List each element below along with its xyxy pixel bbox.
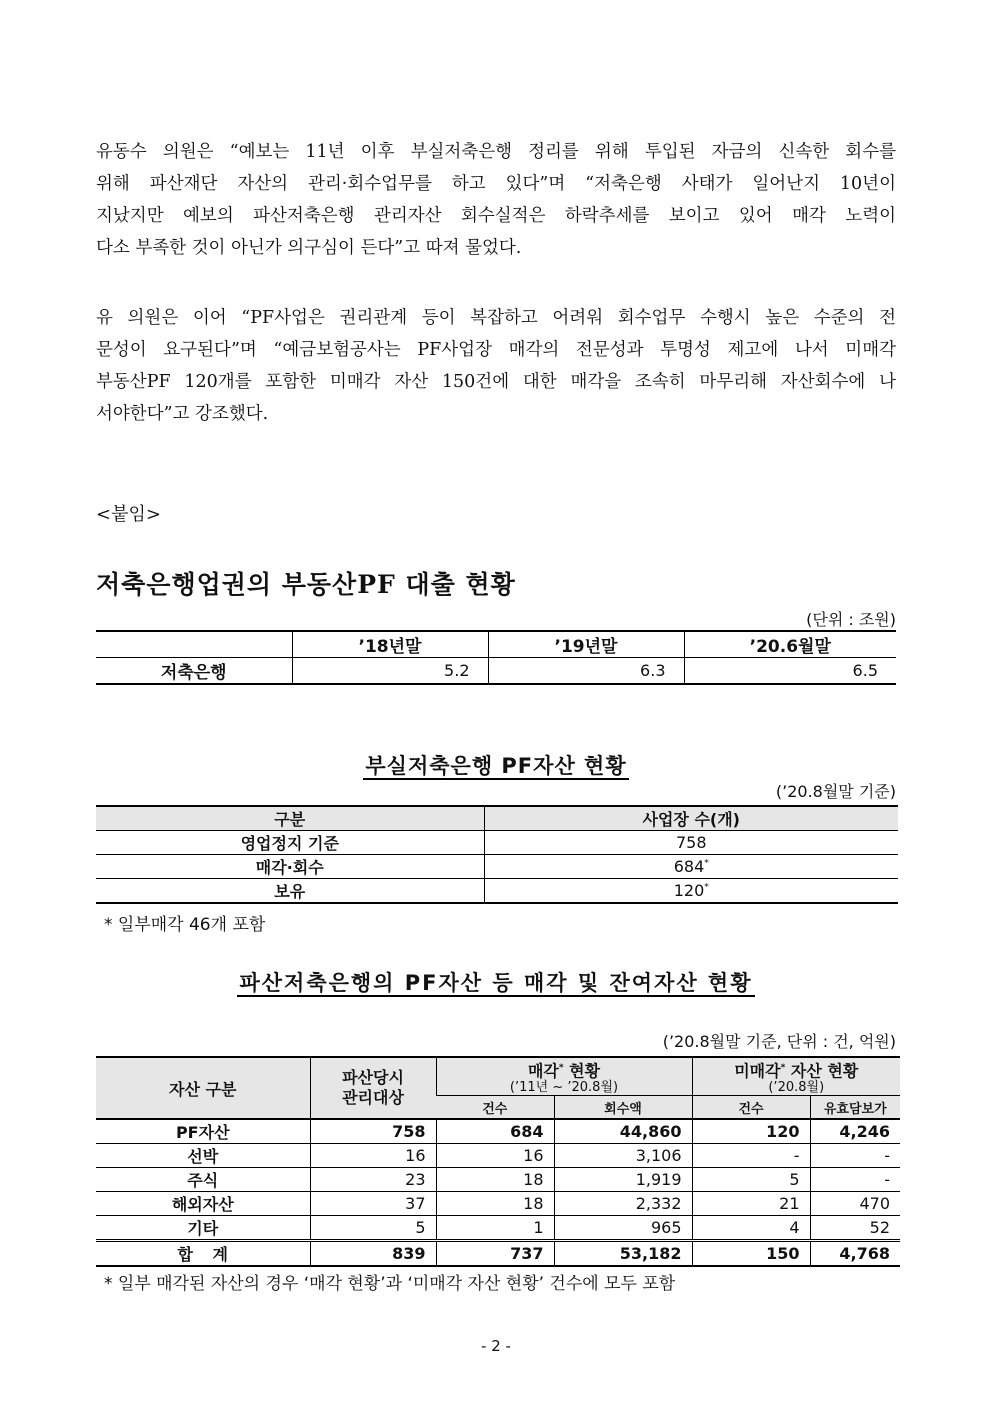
table2-note: * 일부매각 46개 포함 (104, 915, 266, 935)
value-cell: 470 (810, 1192, 900, 1216)
table3-title (0, 967, 992, 997)
subheader-unsold-value: 유효담보가 (810, 1096, 900, 1120)
value-cell (484, 879, 898, 904)
attachment-label: <붙임> (96, 504, 161, 525)
header-unsold-title (703, 1058, 891, 1081)
row-label: 주식 (96, 1168, 310, 1192)
table-row (96, 1168, 900, 1192)
value-cell: 2,332 (554, 1192, 692, 1216)
table-header-row (96, 1057, 900, 1096)
table-row (96, 1192, 900, 1216)
value-cell: 52 (810, 1216, 900, 1241)
table-row (96, 855, 898, 879)
row-label: PF자산 (96, 1119, 310, 1144)
header-managed (310, 1057, 436, 1119)
table-header-row (96, 631, 896, 658)
header-cell (96, 631, 292, 658)
value-text: 684 (673, 857, 705, 876)
header-managed-line2: 관리대상 (342, 1088, 404, 1108)
value-cell: 5 (692, 1168, 810, 1192)
total-cell: 150 (692, 1241, 810, 1267)
footnote-mark: * (780, 1063, 786, 1073)
value-cell: 4,246 (810, 1119, 900, 1144)
value-cell: 16 (310, 1144, 436, 1168)
value-cell: - (810, 1144, 900, 1168)
header-cell: 구분 (96, 806, 484, 831)
table3-unit: (’20.8월말 기준, 단위 : 건, 억원) (662, 1032, 896, 1051)
paragraph-1 (96, 136, 896, 264)
table3-title-text: 파산저축은행의 PF자산 등 매각 및 잔여자산 현황 (239, 971, 753, 995)
value-cell: 5 (310, 1216, 436, 1241)
table1-unit: (단위 : 조원) (806, 610, 896, 629)
header-cell: 사업장 수(개) (484, 806, 898, 831)
table-row (96, 1144, 900, 1168)
value-text: 758 (675, 833, 707, 852)
value-cell: 21 (692, 1192, 810, 1216)
row-label: 기타 (96, 1216, 310, 1241)
table2-title-text: 부실저축은행 PF자산 현황 (365, 754, 627, 778)
value-cell: 23 (310, 1168, 436, 1192)
value-cell: 18 (436, 1168, 554, 1192)
value-cell: 684 (436, 1119, 554, 1144)
paragraph-line: 유 의원은 이어 “PF사업은 권리관계 등이 복잡하고 어려워 회수업무 수행시 높은 수준의 전 (96, 308, 896, 328)
value-cell: 18 (436, 1192, 554, 1216)
header-unsold (692, 1057, 900, 1096)
table2-unit: (’20.8월말 기준) (775, 782, 896, 801)
paragraph-line: 다소 부족한 것이 아닌가 의구심이 든다”고 따져 물었다. (96, 238, 522, 258)
table2-title (0, 750, 992, 780)
header-managed-line1: 파산당시 (342, 1068, 404, 1088)
paragraph-line: 부동산PF 120개를 포함한 미매각 자산 150건에 대한 매각을 조속히 마무리해 자산회수에 나 (96, 372, 896, 392)
row-label: 보유 (96, 879, 484, 904)
total-cell: 737 (436, 1241, 554, 1267)
total-cell: 53,182 (554, 1241, 692, 1267)
footnote-mark: * (704, 882, 709, 893)
value-cell: 16 (436, 1144, 554, 1168)
table-row (96, 658, 896, 685)
value-cell: 3,106 (554, 1144, 692, 1168)
value-cell: 5.2 (292, 658, 488, 685)
paragraph-line: 문성이 요구된다”며 “예금보험공사는 PF사업장 매각의 전문성과 투명성 제고에 나서 미매각 (96, 340, 896, 360)
row-label: 선박 (96, 1144, 310, 1168)
header-cell: ’20.6월말 (684, 631, 896, 658)
table-row (96, 1216, 900, 1241)
value-cell: 1 (436, 1216, 554, 1241)
total-label: 합 계 (96, 1241, 310, 1267)
value-cell (484, 831, 898, 855)
header-unsold-period: (’20.8월) (768, 1080, 825, 1096)
paragraph-line: 서야한다”고 강조했다. (96, 404, 269, 424)
total-cell: 4,768 (810, 1241, 900, 1267)
footnote-mark: * (704, 858, 709, 869)
value-cell: 120 (692, 1119, 810, 1144)
header-sold-text: 매각 (527, 1061, 559, 1081)
row-label: 매각·회수 (96, 855, 484, 879)
table-row (96, 831, 898, 855)
value-text: 120 (673, 881, 705, 900)
value-cell: 1,919 (554, 1168, 692, 1192)
footnote-mark: * (558, 1063, 564, 1073)
subheader-sold-count: 건수 (436, 1096, 554, 1120)
paragraph-line: 유동수 의원은 “예보는 11년 이후 부실저축은행 정리를 위해 투입된 자금의 신속한 회수를 (96, 142, 896, 162)
row-label: 해외자산 (96, 1192, 310, 1216)
row-label: 저축은행 (96, 658, 292, 685)
header-sold-title (447, 1058, 682, 1081)
paragraph-line: 지났지만 예보의 파산저축은행 관리자산 회수실적은 하락추세를 보이고 있어 매각 노력이 (96, 206, 896, 226)
table1-title: 저축은행업권의 부동산PF 대출 현황 (96, 570, 516, 599)
value-cell: 44,860 (554, 1119, 692, 1144)
header-sold (436, 1057, 692, 1096)
header-asset: 자산 구분 (96, 1057, 310, 1119)
subheader-sold-amount: 회수액 (554, 1096, 692, 1120)
value-cell: 965 (554, 1216, 692, 1241)
value-cell: 4 (692, 1216, 810, 1241)
value-cell: 37 (310, 1192, 436, 1216)
header-cell: ’19년말 (488, 631, 684, 658)
bankrupt-asset-table (96, 1056, 900, 1267)
value-cell (484, 855, 898, 879)
table-row (96, 1119, 900, 1144)
table-header-row (96, 806, 898, 831)
header-sold-tail: 현황 (563, 1061, 601, 1081)
page-number: - 2 - (481, 1337, 511, 1355)
value-cell: - (692, 1144, 810, 1168)
header-unsold-tail: 자산 현황 (785, 1061, 859, 1081)
table-row (96, 879, 898, 904)
value-cell: 6.5 (684, 658, 896, 685)
header-cell: ’18년말 (292, 631, 488, 658)
value-cell: 6.3 (488, 658, 684, 685)
header-sold-period: (’11년 ~ ’20.8월) (509, 1080, 619, 1096)
pf-asset-table (96, 805, 898, 904)
subheader-unsold-count: 건수 (692, 1096, 810, 1120)
value-cell: - (810, 1168, 900, 1192)
table3-note: * 일부 매각된 자산의 경우 ‘매각 현황’과 ‘미매각 자산 현황’ 건수에 모두 포함 (104, 1274, 676, 1294)
value-cell: 758 (310, 1119, 436, 1144)
header-unsold-text: 미매각 (734, 1061, 781, 1081)
total-row (96, 1241, 900, 1267)
pf-loan-table (96, 630, 896, 685)
total-cell: 839 (310, 1241, 436, 1267)
row-label: 영업정지 기준 (96, 831, 484, 855)
paragraph-2 (96, 302, 896, 430)
paragraph-line: 위해 파산재단 자산의 관리·회수업무를 하고 있다”며 “저축은행 사태가 일어난지 10년이 (96, 174, 896, 194)
